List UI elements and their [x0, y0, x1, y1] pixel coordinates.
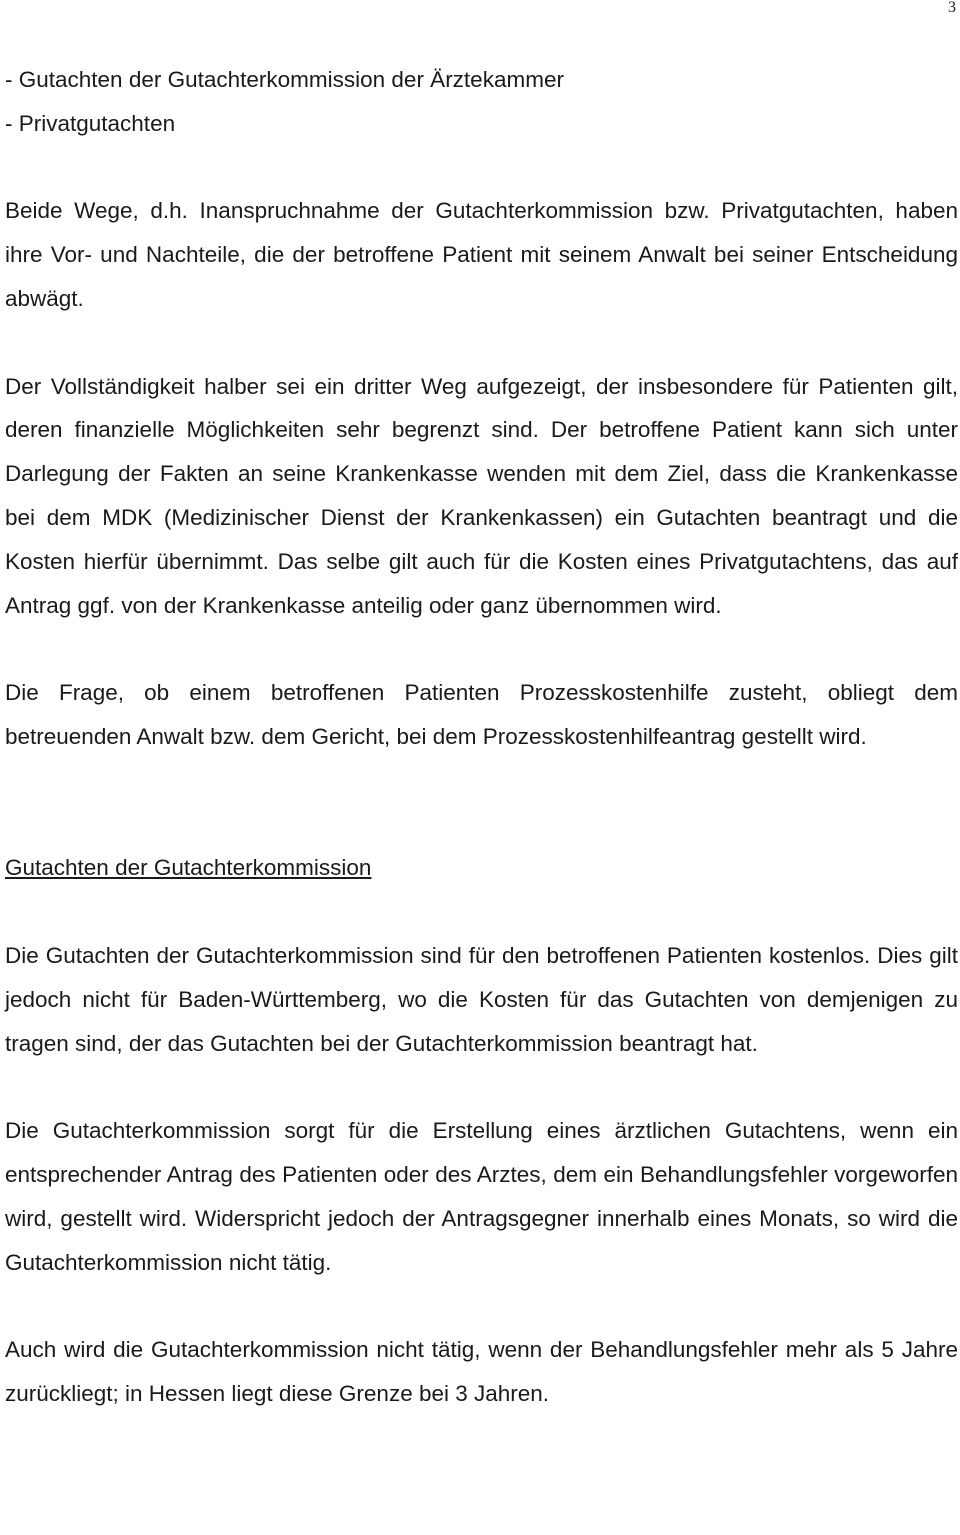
paragraph: Auch wird die Gutachterkommission nicht tätig, wenn der Behandlungsfehler mehr als 5 Jahre zurückliegt; in Hessen liegt diese Grenze bei 3 Jahren. — [5, 1337, 958, 1406]
list-item: - Gutachten der Gutachterkommission der Ärztekammer — [5, 67, 564, 92]
page-number: 3 — [948, 0, 956, 16]
section-heading: Gutachten der Gutachterkommission — [5, 855, 372, 881]
paragraph: Die Frage, ob einem betroffenen Patienten Prozesskostenhilfe zusteht, obliegt dem betreuenden Anwalt bzw. dem Gericht, bei dem Prozesskostenhilfeantrag gestellt wird. — [5, 680, 958, 749]
paragraph: Die Gutachterkommission sorgt für die Erstellung eines ärztlichen Gutachtens, wenn ein entsprechender Antrag des Patienten oder des Arztes, dem ein Behandlungsfehler vorgeworfen wird, gestellt wird. Widerspricht jedoch der Antragsgegner innerhalb eines Monats, so wird die Gutachterkommission nicht tätig. — [5, 1118, 958, 1275]
list-item: - Privatgutachten — [5, 110, 176, 136]
list — [5, 58, 958, 146]
paragraph: Der Vollständigkeit halber sei ein dritter Weg aufgezeigt, der insbesondere für Patienten gilt, deren finanzielle Möglichkeiten sehr begrenzt sind. Der betroffene Patient kann sich unter Darlegung der Fakten an seine Krankenkasse wenden mit dem Ziel, dass die Krankenkasse bei dem MDK (Medizinischer Dienst der Krankenkassen) ein Gutachten beantragt und die Kosten hierfür übernimmt. Das selbe gilt auch für die Kosten eines Privatgutachtens, das auf Antrag ggf. von der Krankenkasse anteilig oder ganz übernommen wird. — [5, 373, 958, 618]
paragraph: Beide Wege, d.h. Inanspruchnahme der Gutachterkommission bzw. Privatgutachten, haben ihre Vor- und Nachteile, die der betroffene Patient mit seinem Anwalt bei seiner Entscheidung abwägt. — [5, 198, 958, 311]
paragraph: Die Gutachten der Gutachterkommission sind für den betroffenen Patienten kostenlos. Dies gilt jedoch nicht für Baden-Württemberg, wo die Kosten für das Gutachten von demjenigen zu tragen sind, der das Gutachten bei der Gutachterkommission beantragt hat. — [5, 942, 958, 1056]
document-body — [5, 58, 958, 1460]
